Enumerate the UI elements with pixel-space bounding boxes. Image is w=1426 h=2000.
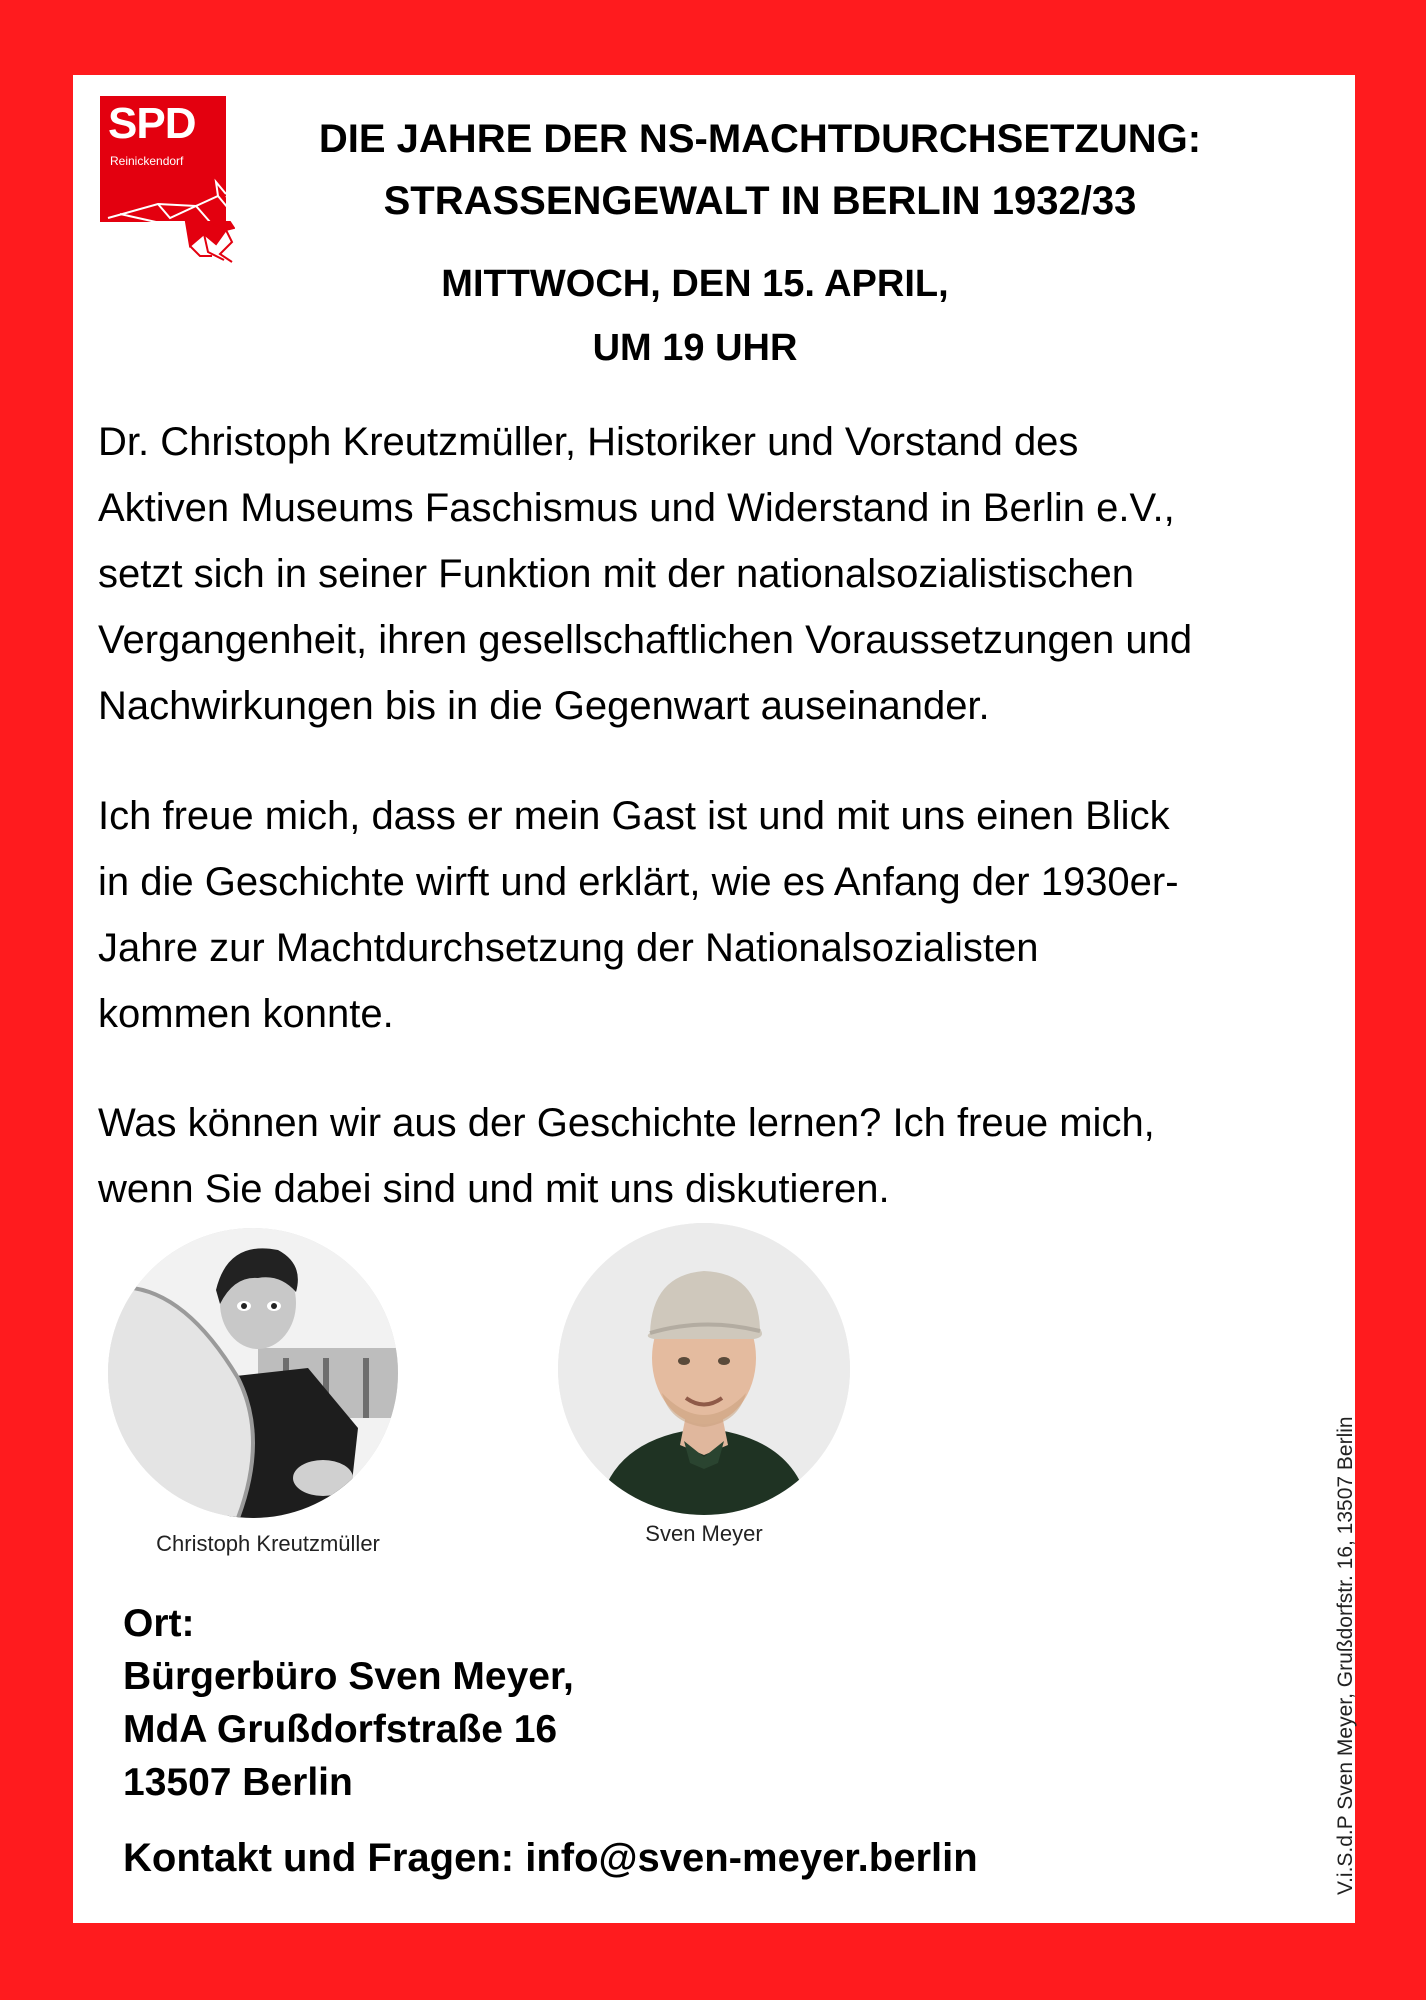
location-line: Bürgerbüro Sven Meyer,	[123, 1655, 574, 1698]
title-line: DIE JAHRE DER NS-MACHTDURCHSETZUNG:	[318, 117, 1202, 161]
text-line: Aktiven Museums Faschismus und Widerstand in Berlin e.V.,	[98, 486, 1175, 530]
date-line: MITTWOCH, DEN 15. APRIL,	[441, 263, 949, 305]
photo-caption: Christoph Kreutzmüller	[156, 1531, 380, 1556]
event-title	[250, 108, 1270, 232]
location-block	[123, 1597, 574, 1809]
location-line: 13507 Berlin	[123, 1761, 353, 1804]
text-line: in die Geschichte wirft und erklärt, wie es Anfang der 1930er-	[98, 860, 1179, 904]
logo-brand: SPD	[108, 99, 196, 148]
spd-logo	[100, 96, 235, 266]
photo-caption: Sven Meyer	[645, 1521, 763, 1546]
text-line: Vergangenheit, ihren gesellschaftlichen Voraussetzungen und	[98, 618, 1193, 662]
text-line: Was können wir aus der Geschichte lernen? Ich freue mich,	[98, 1101, 1155, 1145]
guest-paragraph	[98, 783, 1338, 1047]
portrait-bw-image	[108, 1228, 398, 1518]
text-line: setzt sich in seiner Funktion mit der nationalsozialistischen	[98, 552, 1135, 596]
text-line: Jahre zur Machtdurchsetzung der Nationalsozialisten	[98, 926, 1039, 970]
text-line: Ich freue mich, dass er mein Gast ist und mit uns einen Blick	[98, 794, 1170, 838]
invitation-paragraph	[98, 1090, 1338, 1222]
text-line: Dr. Christoph Kreutzmüller, Historiker und Vorstand des	[98, 420, 1079, 464]
host-photo-meyer	[558, 1223, 850, 1515]
text-line: wenn Sie dabei sind und mit uns diskutieren.	[98, 1167, 890, 1211]
time-line: UM 19 UHR	[592, 327, 798, 369]
logo-subtitle: Reinickendorf	[110, 154, 184, 168]
portrait-color-image	[558, 1223, 850, 1515]
imprint-text: V.i.S.d.P Sven Meyer, Grußdorfstr. 16, 13507 Berlin	[1334, 1416, 1357, 1895]
intro-paragraph	[98, 409, 1338, 739]
text-line: Nachwirkungen bis in die Gegenwart auseinander.	[98, 684, 990, 728]
text-line: kommen konnte.	[98, 992, 394, 1036]
title-line: STRASSENGEWALT IN BERLIN 1932/33	[383, 179, 1137, 223]
event-date	[380, 252, 1010, 380]
fox-icon	[100, 96, 235, 266]
location-line: MdA Grußdorfstraße 16	[123, 1708, 558, 1751]
location-label: Ort:	[123, 1602, 195, 1645]
speaker-photo-kreutzmueller	[108, 1228, 398, 1518]
contact-line: Kontakt und Fragen: info@sven-meyer.berlin	[123, 1836, 978, 1880]
